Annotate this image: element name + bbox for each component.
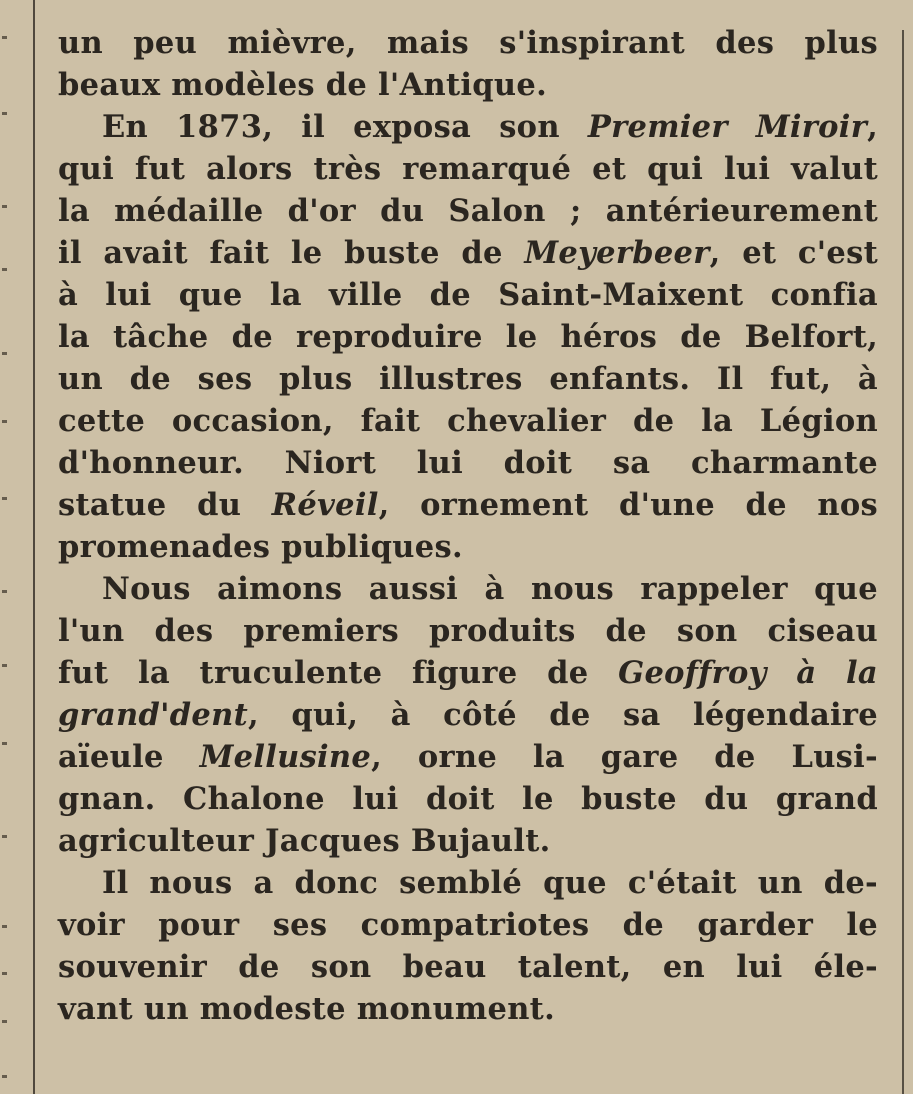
paragraph-4 bbox=[58, 862, 878, 1030]
paragraph-2 bbox=[58, 106, 878, 568]
text-run: , ornement d'une de nos bbox=[378, 487, 878, 523]
text-line: vant un modeste monument. bbox=[58, 991, 555, 1027]
text-run: , orne la gare de Lusi- bbox=[371, 739, 878, 775]
adjacent-column-fragments bbox=[0, 0, 12, 1094]
artwork-title: Premier Miroir bbox=[587, 109, 868, 145]
paragraph-3 bbox=[58, 568, 878, 862]
text-run: fut la truculente figure de bbox=[58, 655, 619, 691]
text-run: il avait fait le buste de bbox=[58, 235, 525, 271]
paragraph-1 bbox=[58, 22, 878, 106]
text-line: beaux modèles de l'Antique. bbox=[58, 67, 548, 103]
text-line bbox=[58, 736, 878, 778]
text-line bbox=[58, 652, 878, 694]
text-line: un de ses plus illustres enfants. Il fut, à bbox=[58, 361, 878, 397]
text-run: , bbox=[867, 109, 878, 145]
article-column bbox=[58, 22, 878, 1030]
text-run: , et c'est bbox=[709, 235, 878, 271]
artwork-title: Geoffroy à la bbox=[618, 655, 878, 691]
text-run: aïeule bbox=[58, 739, 200, 775]
text-line bbox=[58, 106, 878, 148]
text-line: gnan. Chalone lui doit le buste du grand bbox=[58, 781, 878, 817]
artwork-title: grand'dent bbox=[58, 697, 248, 733]
text-line: Il nous a donc semblé que c'était un de- bbox=[102, 865, 878, 901]
text-line: la médaille d'or du Salon ; antérieurement bbox=[58, 193, 878, 229]
artwork-title: Mellusine bbox=[199, 739, 372, 775]
text-line: à lui que la ville de Saint-Maixent confia bbox=[58, 277, 878, 313]
text-line: voir pour ses compatriotes de garder le bbox=[58, 907, 878, 943]
text-line: d'honneur. Niort lui doit sa charmante bbox=[58, 445, 878, 481]
text-run: statue du bbox=[58, 487, 272, 523]
text-line bbox=[58, 694, 878, 736]
text-line: la tâche de reproduire le héros de Belfort, bbox=[58, 319, 878, 355]
text-line: souvenir de son beau talent, en lui éle- bbox=[58, 949, 878, 985]
column-rule-right bbox=[902, 30, 904, 1094]
text-line: l'un des premiers produits de son ciseau bbox=[58, 613, 878, 649]
text-line bbox=[58, 232, 878, 274]
text-run: En 1873, il exposa son bbox=[102, 109, 588, 145]
artwork-title: Meyerbeer bbox=[524, 235, 710, 271]
text-run: , qui, à côté de sa légendaire bbox=[248, 697, 878, 733]
artwork-title: Réveil bbox=[271, 487, 379, 523]
text-line: cette occasion, fait chevalier de la Légion bbox=[58, 403, 878, 439]
text-line: un peu mièvre, mais s'inspirant des plus bbox=[58, 25, 878, 61]
text-line: Nous aimons aussi à nous rappeler que bbox=[102, 571, 878, 607]
text-line: agriculteur Jacques Bujault. bbox=[58, 823, 551, 859]
text-line: qui fut alors très remarqué et qui lui valut bbox=[58, 151, 878, 187]
text-line: promenades publiques. bbox=[58, 529, 463, 565]
text-line bbox=[58, 484, 878, 526]
column-rule-left bbox=[33, 0, 35, 1094]
